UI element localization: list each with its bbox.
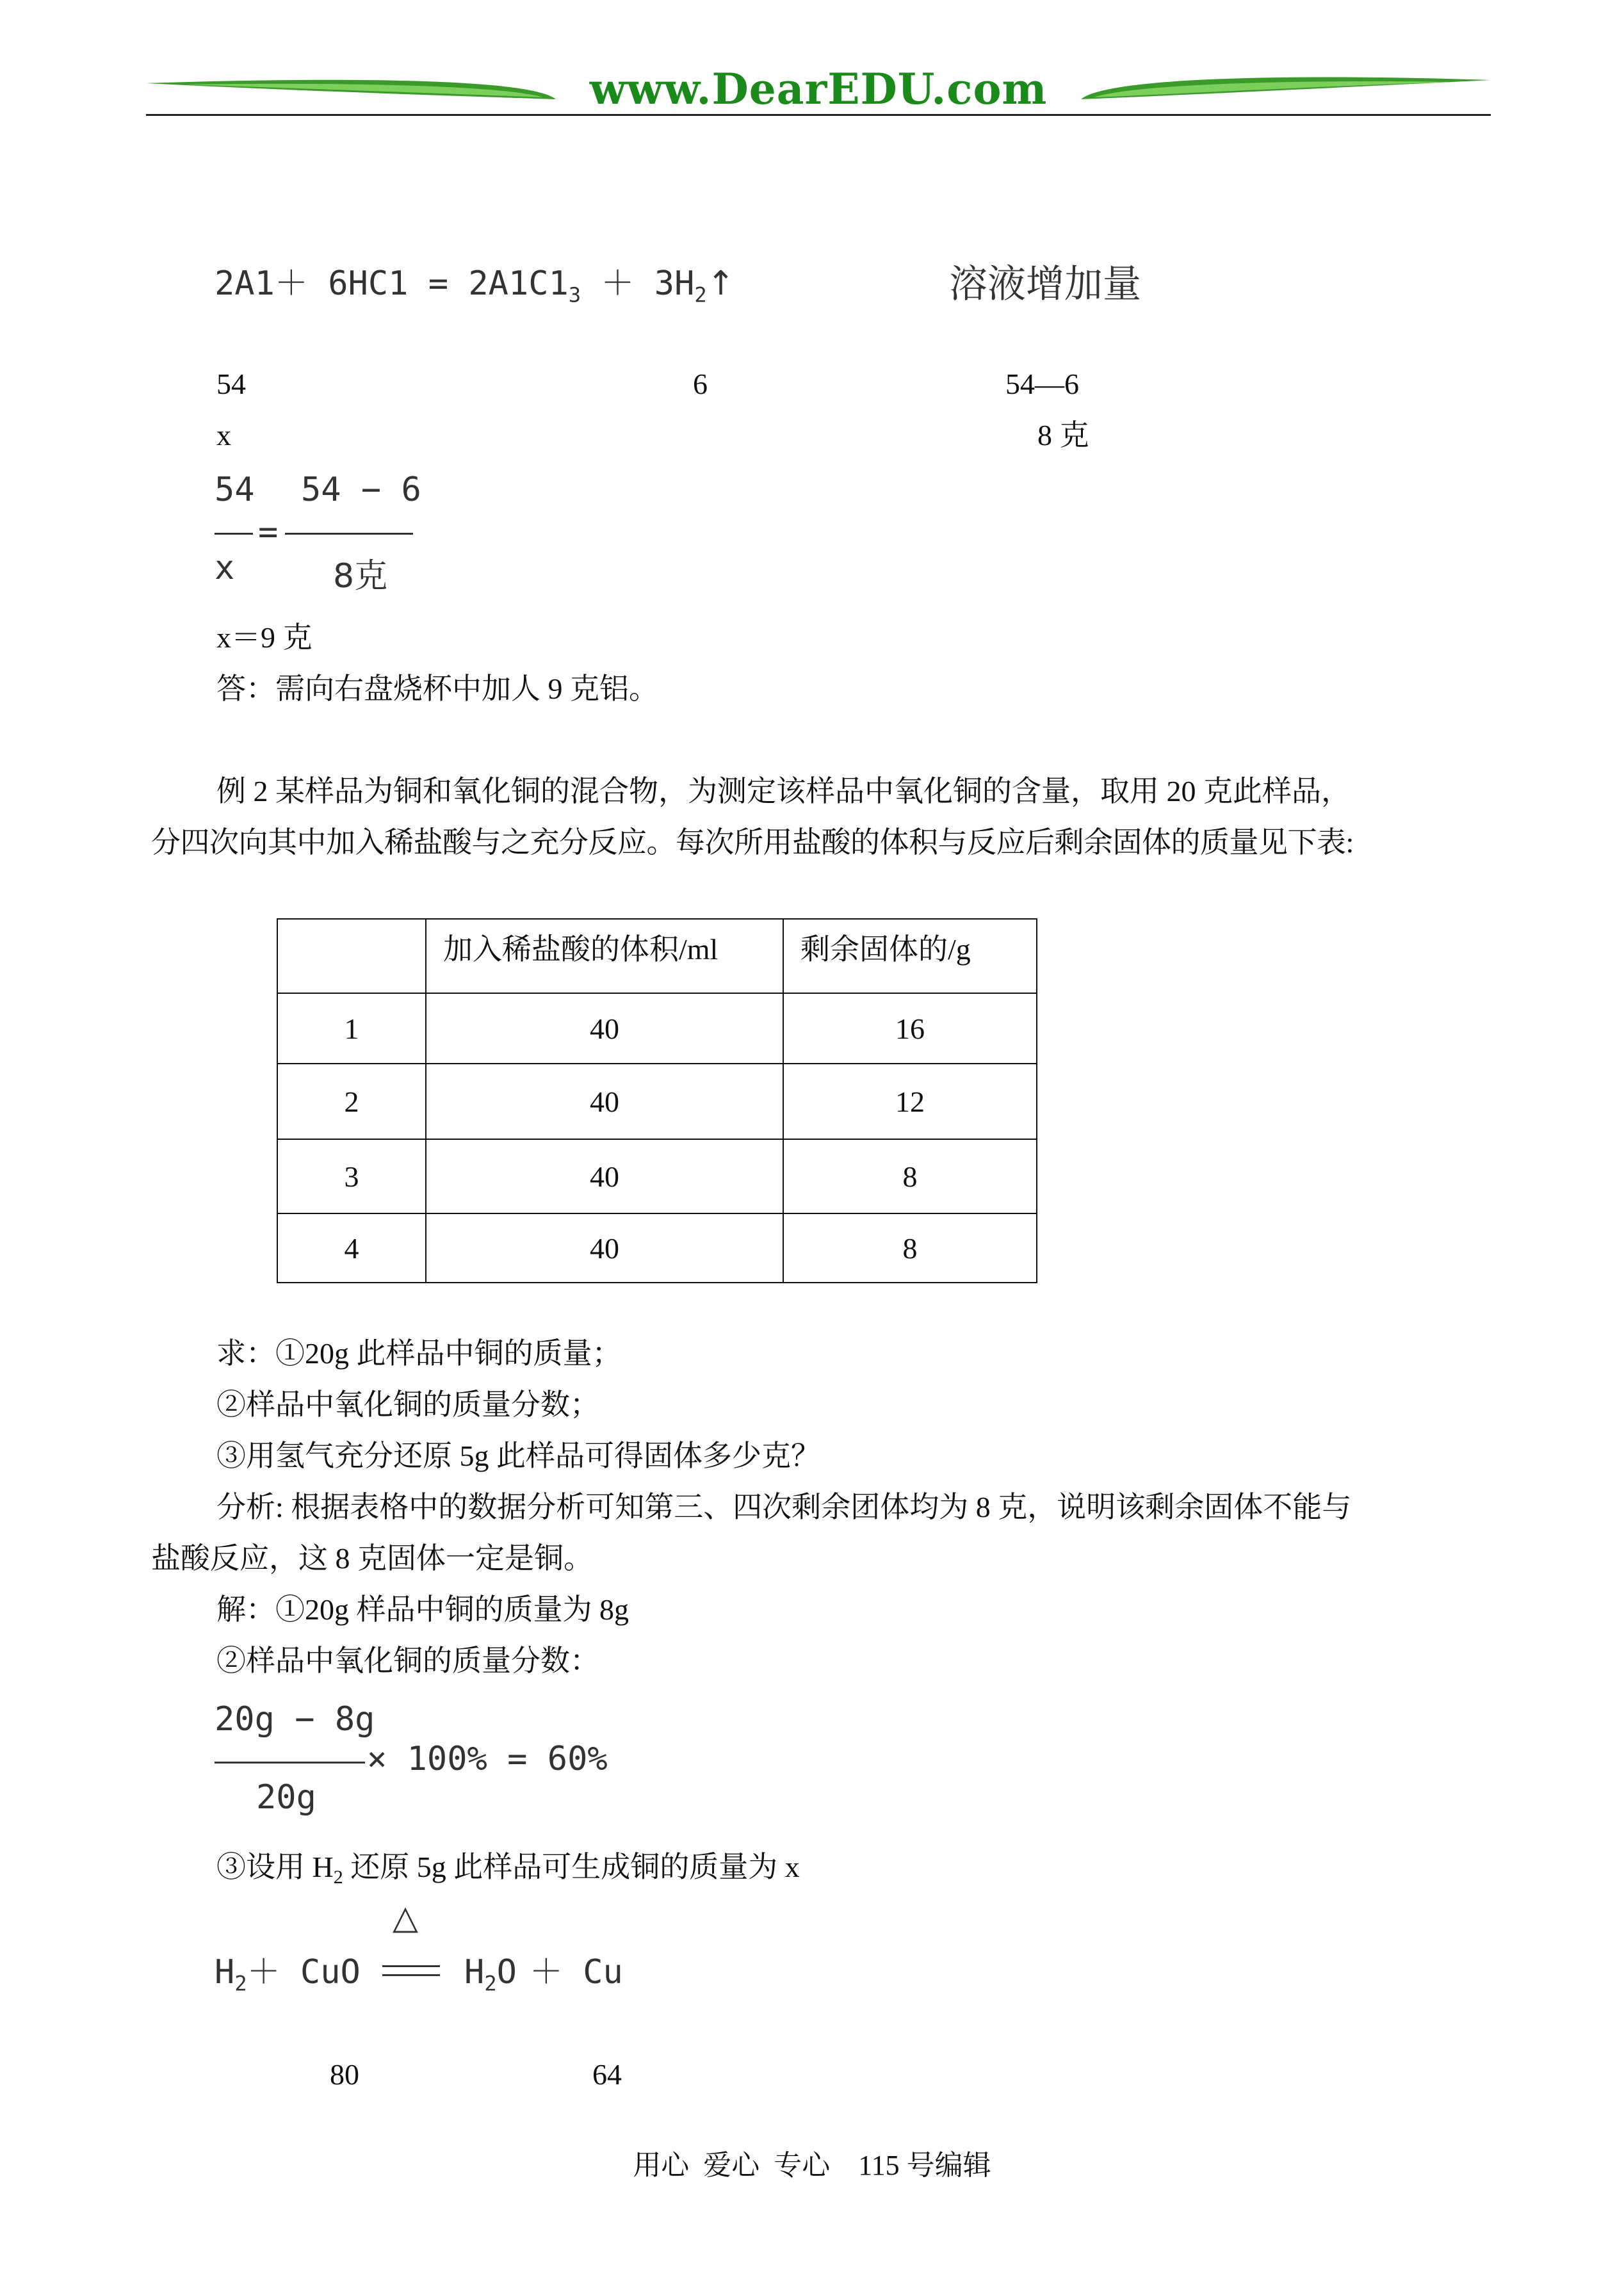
solution-1: 解：①20g 样品中铜的质量为 8g xyxy=(216,1593,629,1626)
table-cell: 12 xyxy=(783,1064,1037,1139)
equation-2-h: H xyxy=(215,1953,235,1991)
solution-2: ②样品中氧化铜的质量分数： xyxy=(216,1644,599,1677)
table-header-cell xyxy=(277,919,426,993)
table-cell: 40 xyxy=(426,1139,783,1213)
fraction-1-eq: = xyxy=(258,513,279,551)
equation-2-cuo: ＋ CuO xyxy=(247,1953,361,1991)
ratio-row2-c: 8 克 xyxy=(1037,419,1089,451)
table-row xyxy=(277,1064,1037,1139)
table-header-cell: 加入稀盐酸的体积/ml xyxy=(426,919,783,993)
site-name: www.DearEDU.com xyxy=(589,64,1048,114)
table-cell: 40 xyxy=(426,1213,783,1283)
fraction-1-num-right: 54 − 6 xyxy=(301,471,421,509)
fraction-2-den: 20g xyxy=(256,1778,316,1817)
question-intro: 求：①20g 此样品中铜的质量； xyxy=(216,1337,622,1370)
solution-3-post: 还原 5g 此样品可生成铜的质量为 x xyxy=(343,1851,800,1883)
equation-1-label: 溶液增加量 xyxy=(949,262,1141,307)
table-row xyxy=(277,1213,1037,1283)
equation-2-h2o-h: H xyxy=(464,1953,485,1991)
fraction-2 xyxy=(215,1700,676,1828)
table-cell: 2 xyxy=(277,1064,426,1139)
table-cell: 3 xyxy=(277,1139,426,1213)
header-rule xyxy=(146,114,1491,116)
table-header-cell: 剩余固体的/g xyxy=(783,919,1037,993)
solution-3-pre: ③设用 H xyxy=(216,1851,334,1883)
fraction-1-bar-right xyxy=(285,533,413,535)
mass-b: 64 xyxy=(592,2058,622,2091)
table-cell: 8 xyxy=(783,1139,1037,1213)
ratio-row2-a: x xyxy=(216,419,231,451)
equation-2 xyxy=(215,1899,663,2001)
page-footer: 用心 爱心 专心 115 号编辑 xyxy=(633,2150,991,2181)
equation-1 xyxy=(215,256,735,307)
fraction-2-num: 20g − 8g xyxy=(215,1700,375,1739)
equation-1-left: 2A1＋ 6HC1 = 2A1C1 xyxy=(215,264,569,303)
fraction-2-rest: × 100% = 60% xyxy=(367,1740,608,1778)
ratio-row1-a: 54 xyxy=(216,368,246,400)
solution-3 xyxy=(216,1849,800,1889)
ratio-row1-b: 6 xyxy=(693,368,708,400)
table-cell: 8 xyxy=(783,1213,1037,1283)
fraction-1-den-right: 8克 xyxy=(333,557,388,596)
ratio-row1-c: 54—6 xyxy=(1005,368,1079,400)
result-x: x＝9 克 xyxy=(216,621,313,654)
equation-2-h2o-sub: 2 xyxy=(484,1971,497,1996)
table-cell: 1 xyxy=(277,993,426,1064)
fraction-1 xyxy=(215,471,419,599)
table-cell: 4 xyxy=(277,1213,426,1283)
table-row xyxy=(277,993,1037,1064)
data-table xyxy=(277,918,1037,1283)
mass-a: 80 xyxy=(330,2058,359,2091)
equation-2-double-bar-bottom xyxy=(382,1974,440,1976)
equation-1-sub3: 3 xyxy=(568,282,581,307)
table-cell: 16 xyxy=(783,993,1037,1064)
equation-1-mid: ＋ 3H xyxy=(581,264,695,303)
fraction-1-bar-left xyxy=(215,533,253,535)
equation-2-right xyxy=(464,1945,623,1995)
equation-2-double-bar-top xyxy=(382,1965,440,1967)
table-row xyxy=(277,1139,1037,1213)
fraction-1-den-left: x xyxy=(215,549,235,587)
fraction-1-num-left: 54 xyxy=(215,471,255,509)
equation-2-left xyxy=(215,1945,361,1995)
gas-arrow-icon: ↑ xyxy=(706,264,735,303)
question-2: ②样品中氧化铜的质量分数； xyxy=(216,1388,599,1421)
delta-icon: △ xyxy=(393,1899,418,1937)
equation-1-sub2: 2 xyxy=(694,282,707,307)
table-cell: 40 xyxy=(426,1064,783,1139)
solution-3-sub: 2 xyxy=(333,1867,343,1888)
question-3: ③用氢气充分还原 5g 此样品可得固体多少克？ xyxy=(216,1439,820,1472)
analysis-line2: 盐酸反应，这 8 克固体一定是铜。 xyxy=(151,1542,593,1575)
analysis-line1: 分析: 根据表格中的数据分析可知第三、四次剩余团体均为 8 克，说明该剩余固体不能与 xyxy=(216,1491,1352,1523)
table-header-row xyxy=(277,919,1037,993)
example2-line1: 例 2 某样品为铜和氧化铜的混合物，为测定该样品中氧化铜的含量，取用 20 克此样品， xyxy=(216,775,1351,807)
fraction-2-bar xyxy=(215,1762,365,1764)
example2-line2: 分四次向其中加入稀盐酸与之充分反应。每次所用盐酸的体积与反应后剩余固体的质量见下表: xyxy=(151,826,1354,859)
equation-2-h-sub: 2 xyxy=(234,1971,247,1996)
table-cell: 40 xyxy=(426,993,783,1064)
header-banner xyxy=(146,64,1491,122)
equation-2-cu: ＋ Cu xyxy=(529,1953,623,1991)
equation-2-h2o-o: O xyxy=(496,1953,517,1991)
answer-1: 答：需向右盘烧杯中加人 9 克铝。 xyxy=(216,672,658,705)
